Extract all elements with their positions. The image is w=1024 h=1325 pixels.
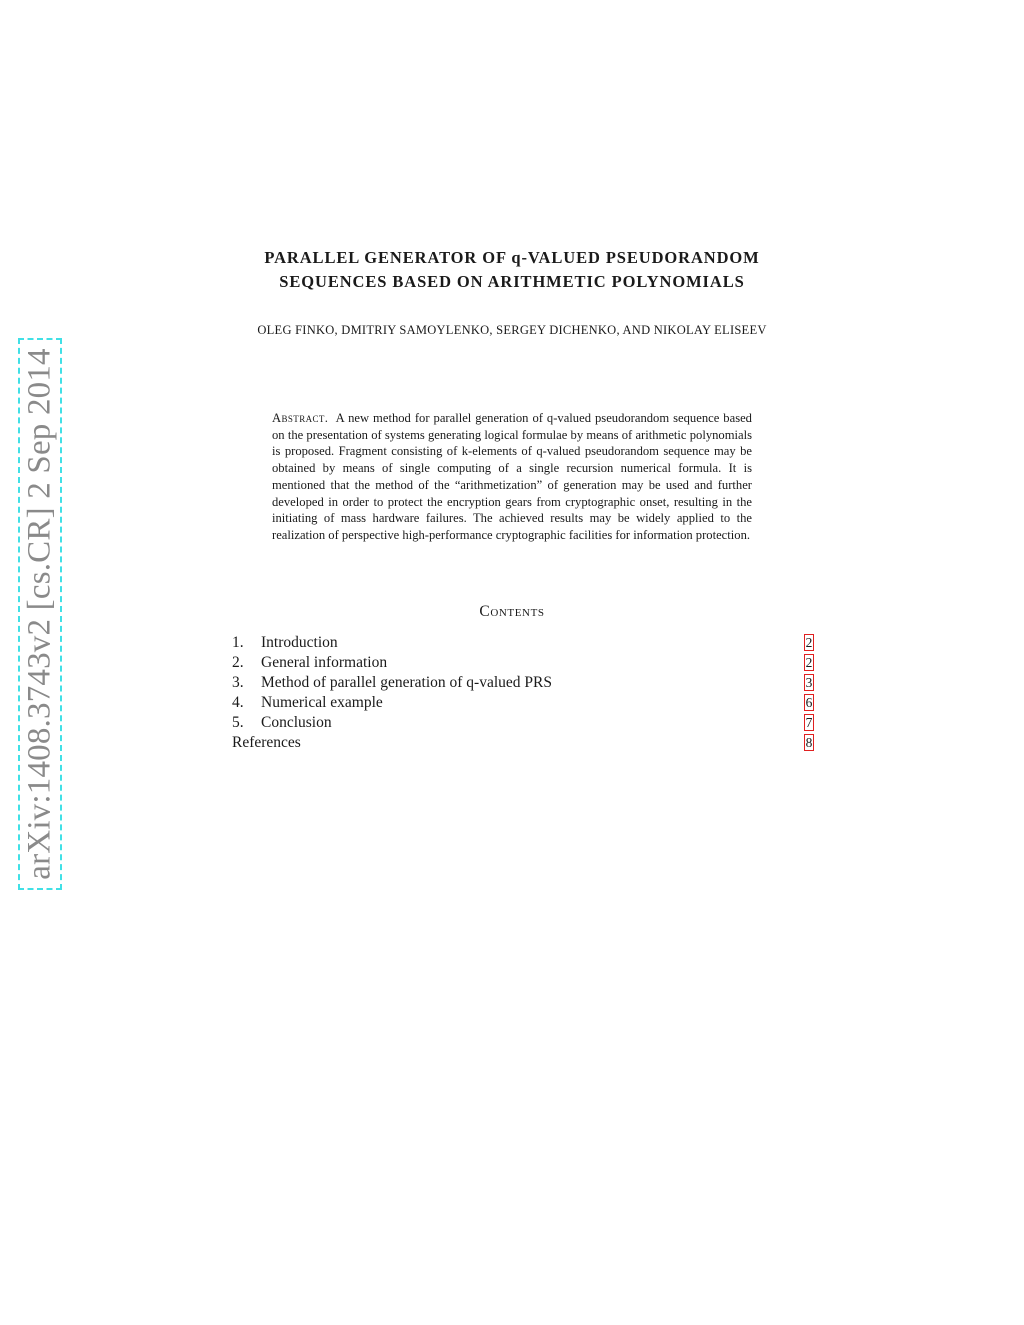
paper-title bbox=[140, 246, 884, 294]
contents-heading: Contents bbox=[479, 603, 545, 620]
toc-page-link[interactable]: 8 bbox=[805, 735, 813, 750]
toc-entry-method[interactable] bbox=[232, 673, 814, 693]
toc-page-link[interactable]: 7 bbox=[805, 715, 813, 730]
toc-entry-introduction[interactable] bbox=[232, 633, 814, 653]
arxiv-stamp-text: arXiv:1408.3743v2 [cs.CR] 2 Sep 2014 bbox=[21, 348, 58, 880]
arxiv-stamp[interactable] bbox=[18, 338, 62, 890]
toc-entry-general-information[interactable] bbox=[232, 653, 814, 673]
paper-title-line-1: PARALLEL GENERATOR OF q-VALUED PSEUDORANDOM bbox=[264, 248, 760, 267]
abstract-text: A new method for parallel generation of q-valued pseudorandom sequence based on the presentation of systems generating logical formulae by means of arithmetic polynomials is proposed. Fragment consisting of k-elements of q-valued pseudorandom sequence may be obtained by means of single computing of a single recursion numerical formula. It is mentioned that the method of the “arithmetization” of generation may be used and further developed in order to protect the encryption gears from cryptographic onset, resulting in the initiating of mass hardware failures. The achieved results may be widely applied to the realization of perspective high-performance cryptographic facilities for information protection. bbox=[272, 411, 752, 542]
table-of-contents bbox=[232, 633, 814, 753]
abstract bbox=[272, 410, 752, 544]
toc-entry-number: 4. bbox=[232, 694, 244, 711]
toc-entry-title: Introduction bbox=[261, 634, 338, 651]
toc-page-link[interactable]: 2 bbox=[805, 655, 813, 670]
abstract-label: Abstract. bbox=[272, 411, 329, 425]
toc-entry-title: References bbox=[232, 734, 301, 751]
author-list: OLEG FINKO, DMITRIY SAMOYLENKO, SERGEY DICHENKO, AND NIKOLAY ELISEEV bbox=[257, 323, 767, 337]
toc-entry-number: 1. bbox=[232, 634, 244, 651]
toc-entry-title: Conclusion bbox=[261, 714, 332, 731]
toc-entry-title: General information bbox=[261, 654, 388, 671]
toc-entry-conclusion[interactable] bbox=[232, 713, 814, 733]
toc-entry-number: 2. bbox=[232, 654, 244, 671]
toc-entry-number: 5. bbox=[232, 714, 244, 731]
toc-entry-references[interactable] bbox=[232, 733, 814, 753]
toc-page-link[interactable]: 3 bbox=[805, 675, 813, 690]
toc-entry-numerical-example[interactable] bbox=[232, 693, 814, 713]
toc-page-link[interactable]: 6 bbox=[805, 695, 813, 710]
toc-entry-number: 3. bbox=[232, 674, 244, 691]
toc-entry-title: Method of parallel generation of q-valued PRS bbox=[261, 674, 552, 691]
paper-title-line-2: SEQUENCES BASED ON ARITHMETIC POLYNOMIALS bbox=[279, 272, 745, 291]
toc-page-link[interactable]: 2 bbox=[805, 635, 813, 650]
toc-entry-title: Numerical example bbox=[261, 694, 383, 711]
